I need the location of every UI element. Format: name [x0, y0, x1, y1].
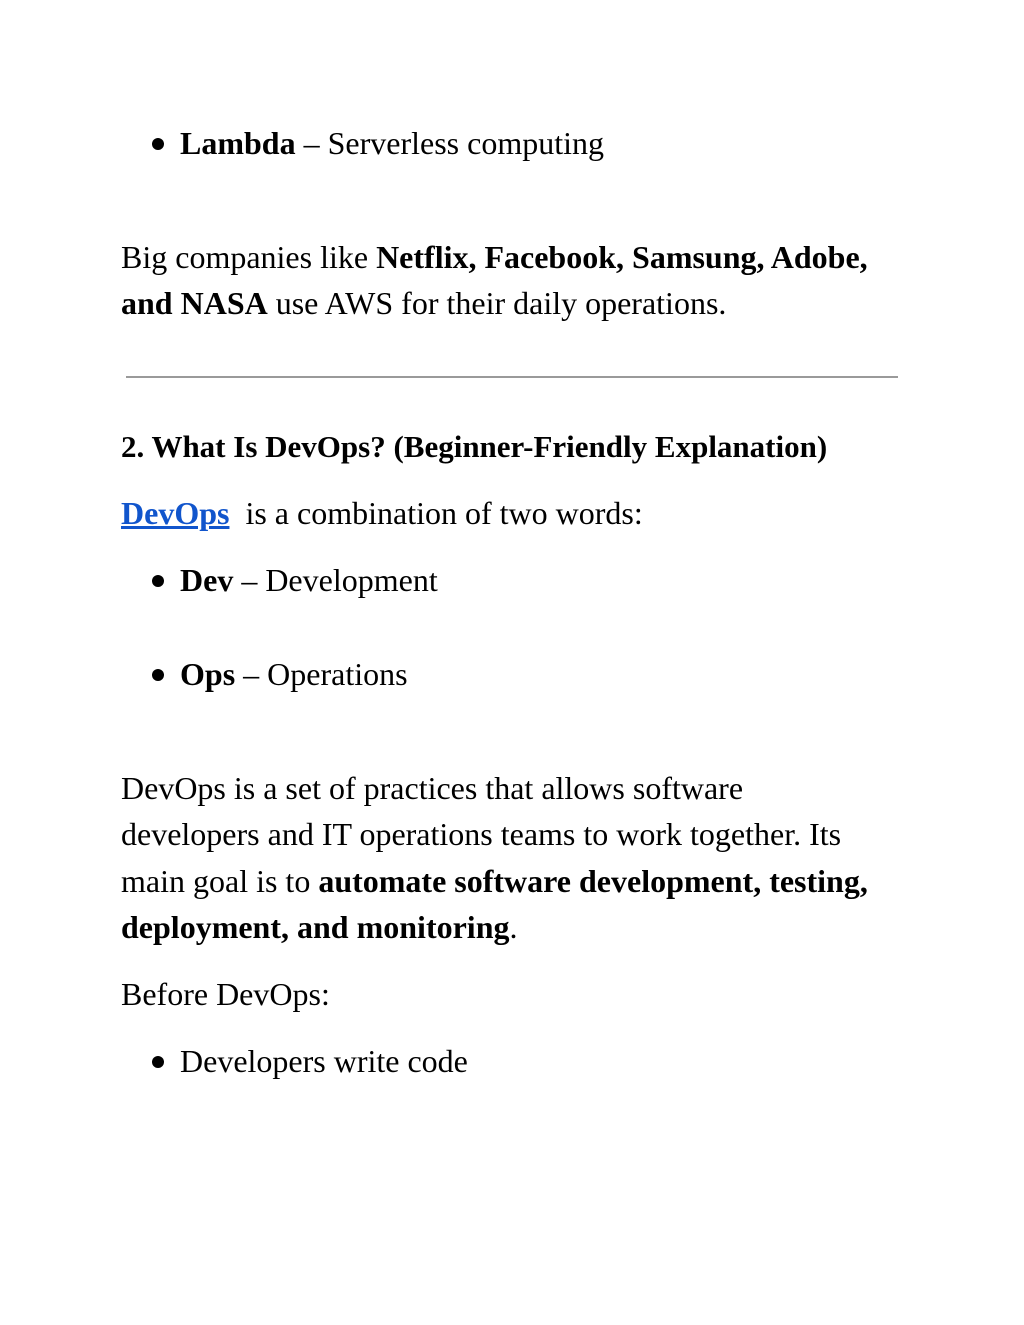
- devops-intro: [121, 490, 643, 536]
- text: is a combination of two words:: [237, 495, 643, 531]
- list-item-developers: [152, 1038, 468, 1084]
- text: Big companies like: [121, 239, 377, 275]
- companies-paragraph-line2: [121, 280, 726, 326]
- list-desc: – Serverless computing: [303, 125, 604, 161]
- list-desc: – Operations: [243, 656, 408, 692]
- para-line4: [121, 904, 517, 950]
- list-item-lambda: [152, 120, 604, 166]
- bold-text: and NASA: [121, 285, 268, 321]
- text: .: [509, 909, 518, 945]
- para-line3: [121, 858, 868, 904]
- list-item-ops: [152, 651, 408, 697]
- bold-text: Netflix, Facebook, Samsung, Adobe,: [376, 239, 868, 275]
- para-line2: developers and IT operations teams to work together. Its: [121, 816, 842, 852]
- bullet-icon: [152, 669, 164, 681]
- bullet-icon: [152, 138, 164, 150]
- list-term: Ops: [180, 656, 236, 692]
- list-text: Developers write code: [180, 1043, 468, 1079]
- companies-paragraph-line1: [121, 234, 868, 280]
- devops-link[interactable]: DevOps: [121, 495, 230, 531]
- text: use AWS for their daily operations.: [267, 285, 727, 321]
- list-term: Lambda: [180, 125, 296, 161]
- before-devops-label: Before DevOps:: [121, 976, 330, 1012]
- horizontal-rule: [126, 376, 898, 378]
- section-heading: 2. What Is DevOps? (Beginner-Friendly Explanation): [121, 429, 828, 464]
- para-line1: DevOps is a set of practices that allows software: [121, 770, 744, 806]
- list-item-dev: [152, 557, 438, 603]
- bullet-icon: [152, 575, 164, 587]
- list-desc: – Development: [241, 562, 438, 598]
- text: main goal is to: [121, 863, 319, 899]
- bold-text: deployment, and monitoring: [121, 909, 510, 945]
- bold-text: automate software development, testing,: [318, 863, 868, 899]
- bullet-icon: [152, 1056, 164, 1068]
- list-term: Dev: [180, 562, 234, 598]
